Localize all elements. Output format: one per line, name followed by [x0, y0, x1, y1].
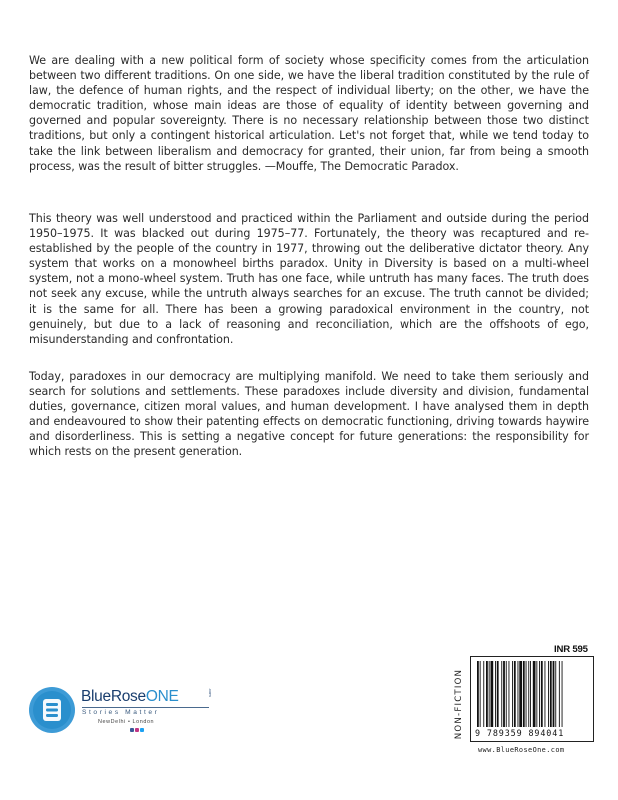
genre-label	[453, 660, 464, 748]
publisher-tagline: Stories Matter	[82, 707, 209, 716]
isbn-number: 9 789359 894041	[475, 728, 565, 738]
publisher-name	[81, 688, 179, 706]
social-icon-1	[130, 728, 134, 732]
publisher-name-accent: ONE	[145, 688, 179, 705]
blurb-paragraph-1: We are dealing with a new political form of society whose specificity comes from the articulation between two different traditions. On one side, we have the liberal tradition constituted by the rule of law, the defence of human rights, and the respect of individual liberty; on the other, we have the democratic tradition, whose main ideas are those of equality of identity between governing and governed and popular sovereignty. There is no necessary relationship between those two distinct traditions, but only a contingent historical articulation. Let's not forget that, while we tend today to take the link between liberalism and democracy for granted, their union, far from being a smooth process, was the result of bitter struggles. —Mouffe, The Democratic Paradox.	[29, 54, 589, 173]
publisher-com-suffix: .com	[208, 688, 213, 697]
price-label: INR 595	[554, 644, 588, 655]
publisher-cities: NewDelhi • London	[98, 719, 155, 725]
bluerose-logo-icon	[28, 686, 76, 734]
isbn-barcode	[470, 656, 594, 742]
publisher-logo	[28, 682, 218, 742]
social-icons	[130, 728, 144, 732]
barcode-icon	[477, 661, 589, 727]
social-icon-3	[140, 728, 144, 732]
publisher-website: www.BlueRoseOne.com	[478, 746, 565, 754]
blurb-paragraph-3: Today, paradoxes in our democracy are multiplying manifold. We need to take them seriously and search for solutions and settlements. These paradoxes include diversity and division, fundamental duties, governance, citizen moral values, and human development. I have analysed them in depth and endeavoured to show their patenting effects on democratic functioning, driving towards haywire and disorderliness. This is setting a negative concept for future generations: the responsibility for which rests on the present generation.	[29, 370, 589, 459]
publisher-name-main: BlueRose	[81, 688, 146, 705]
blurb-paragraph-2: This theory was well understood and practiced within the Parliament and outside during the period 1950–1975. It was blacked out during 1975–77. Fortunately, the theory was recaptured and re-established by the people of the country in 1977, throwing out the deliberative dictator theory. Any system that works on a monowheel births paradox. Unity in Diversity is based on a multi-wheel system, not a mono-wheel system. Truth has one face, while untruth has many faces. The truth does not seek any excuse, while the untruth always searches for an excuse. The truth cannot be divided; it is the same for all. There has been a growing paradoxical environment in the country, not genuinely, but due to a lack of reasoning and reconciliation, which are the offshoots of ego, misunderstanding and confrontation.	[29, 212, 589, 346]
genre-text: NON-FICTION	[453, 668, 464, 740]
social-icon-2	[135, 728, 139, 732]
